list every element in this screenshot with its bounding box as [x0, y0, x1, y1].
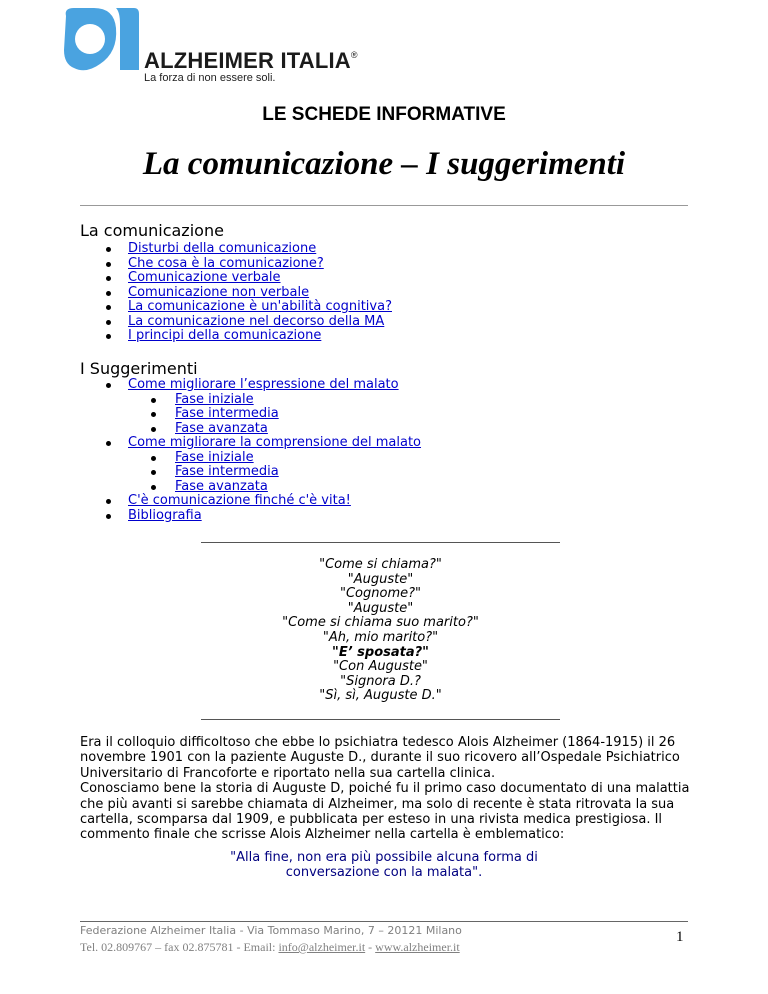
dialogue-line: "Auguste": [347, 571, 414, 587]
toc-suggerimenti-list-3: [128, 494, 351, 523]
title-divider: [80, 205, 688, 206]
list-item: [128, 436, 421, 451]
dialogue-line: "Auguste": [347, 600, 414, 616]
list-item: [175, 422, 279, 437]
logo-name: ALZHEIMER ITALIA®: [144, 48, 358, 73]
toc-link-che-cosa[interactable]: Che cosa è la comunicazione?: [128, 255, 324, 271]
toc-link-compr-intermedia[interactable]: Fase intermedia: [175, 464, 279, 479]
list-item: [128, 257, 392, 272]
footer-divider: [80, 921, 688, 922]
paragraph-1: Era il colloquio difficoltoso che ebbe lo psichiatra tedesco Alois Alzheimer (1864-1915) il 26 novembre 1901 con la paziente Auguste D., durante il suo ricovero all’Ospedale Psichiatrico Universitario di Francoforte e riportato nella sua cartella clinica.: [80, 735, 680, 781]
toc-link-verbale[interactable]: Comunicazione verbale: [128, 270, 281, 285]
list-item: [175, 407, 279, 422]
list-item: [128, 271, 392, 286]
logo-mark-icon: [60, 6, 140, 78]
footer-email-link[interactable]: info@alzheimer.it: [278, 940, 366, 954]
list-item: [128, 378, 399, 393]
toc-link-compr-avanzata[interactable]: Fase avanzata: [175, 478, 268, 494]
list-item: [128, 242, 392, 257]
dialogue-divider-top: [201, 542, 560, 543]
list-item: [128, 494, 351, 509]
toc-link-bibliografia[interactable]: Bibliografia: [128, 507, 202, 523]
dialogue-line: "Con Auguste": [333, 659, 428, 675]
toc-espressione-sublist: [175, 393, 279, 437]
footer-contacts: [80, 940, 460, 955]
list-item: [175, 393, 279, 408]
toc-link-espr-intermedia[interactable]: Fase intermedia: [175, 406, 279, 421]
toc-suggerimenti-list-2: [128, 436, 421, 451]
footer-web-link[interactable]: www.alzheimer.it: [375, 940, 460, 954]
alzheimer-quote: [80, 850, 688, 881]
toc-link-abilita[interactable]: La comunicazione è un'abilità cognitiva?: [128, 299, 392, 314]
toc-link-vita[interactable]: C'è comunicazione finché c'è vita!: [128, 493, 351, 508]
toc-link-espr-iniziale[interactable]: Fase iniziale: [175, 391, 254, 407]
dialogue-divider-bottom: [201, 719, 560, 720]
list-item: [175, 465, 279, 480]
dialogue-line: "Ah, mio marito?": [322, 629, 439, 645]
dialogue-line: "Come si chiama?": [319, 557, 442, 572]
list-item: [175, 451, 279, 466]
section-label: LE SCHEDE INFORMATIVE: [262, 104, 506, 125]
footer-sep: -: [365, 940, 376, 954]
logo-tagline: La forza di non essere soli.: [144, 72, 276, 84]
alzheimer-italia-logo: [60, 6, 360, 84]
toc-suggerimenti-list: [128, 378, 399, 393]
list-item: [128, 315, 392, 330]
list-item: [128, 329, 392, 344]
toc-link-compr-iniziale[interactable]: Fase iniziale: [175, 449, 254, 465]
toc-link-disturbi[interactable]: Disturbi della comunicazione: [128, 241, 317, 256]
quote-line: "Alla fine, non era più possibile alcuna forma di: [230, 850, 538, 865]
toc-link-non-verbale[interactable]: Comunicazione non verbale: [128, 284, 310, 300]
toc-link-principi[interactable]: I principi della comunicazione: [128, 328, 322, 343]
dialogue-quote: [201, 558, 560, 704]
quote-line: conversazione con la malata".: [285, 865, 483, 881]
dialogue-line: "Signora D.?: [340, 673, 421, 689]
dialogue-line: "Sì, sì, Auguste D.": [319, 688, 442, 704]
page-title: La comunicazione – I suggerimenti: [142, 146, 626, 182]
heading-la-comunicazione: La comunicazione: [80, 221, 224, 240]
footer-address: Federazione Alzheimer Italia - Via Tommaso Marino, 7 – 20121 Milano: [80, 924, 462, 937]
toc-link-decorso[interactable]: La comunicazione nel decorso della MA: [128, 313, 385, 329]
dialogue-line-bold: "E’ sposata?": [332, 644, 429, 660]
toc-link-espr-avanzata[interactable]: Fase avanzata: [175, 420, 268, 436]
list-item: [128, 509, 351, 524]
toc-link-espressione[interactable]: Come migliorare l’espressione del malato: [128, 377, 399, 392]
toc-comprensione-sublist: [175, 451, 279, 495]
list-item: [128, 300, 392, 315]
paragraph-2: Conosciamo bene la storia di Auguste D, poiché fu il primo caso documentato di una malattia che più avanti si sarebbe chiamata di Alzheimer, ma solo di recente è stata ritrovata la sua cartella, scomparsa dal 1909, e pubblicata per esteso in una rivista medica prestigiosa. Il commento finale che scrisse Alois Alzheimer nella cartella è emblematico:: [80, 781, 690, 843]
toc-link-comprensione[interactable]: Come migliorare la comprensione del malato: [128, 435, 422, 450]
body-text: [80, 735, 692, 843]
list-item: [128, 286, 392, 301]
list-item: [175, 480, 279, 495]
page-number: 1: [676, 929, 684, 945]
footer-tel: Tel. 02.809767 – fax 02.875781 - Email:: [80, 940, 279, 954]
heading-suggerimenti: I Suggerimenti: [80, 359, 198, 378]
dialogue-line: "Cognome?": [340, 586, 421, 602]
dialogue-line: "Come si chiama suo marito?": [282, 615, 479, 631]
toc-comunicazione-list: [128, 242, 392, 344]
